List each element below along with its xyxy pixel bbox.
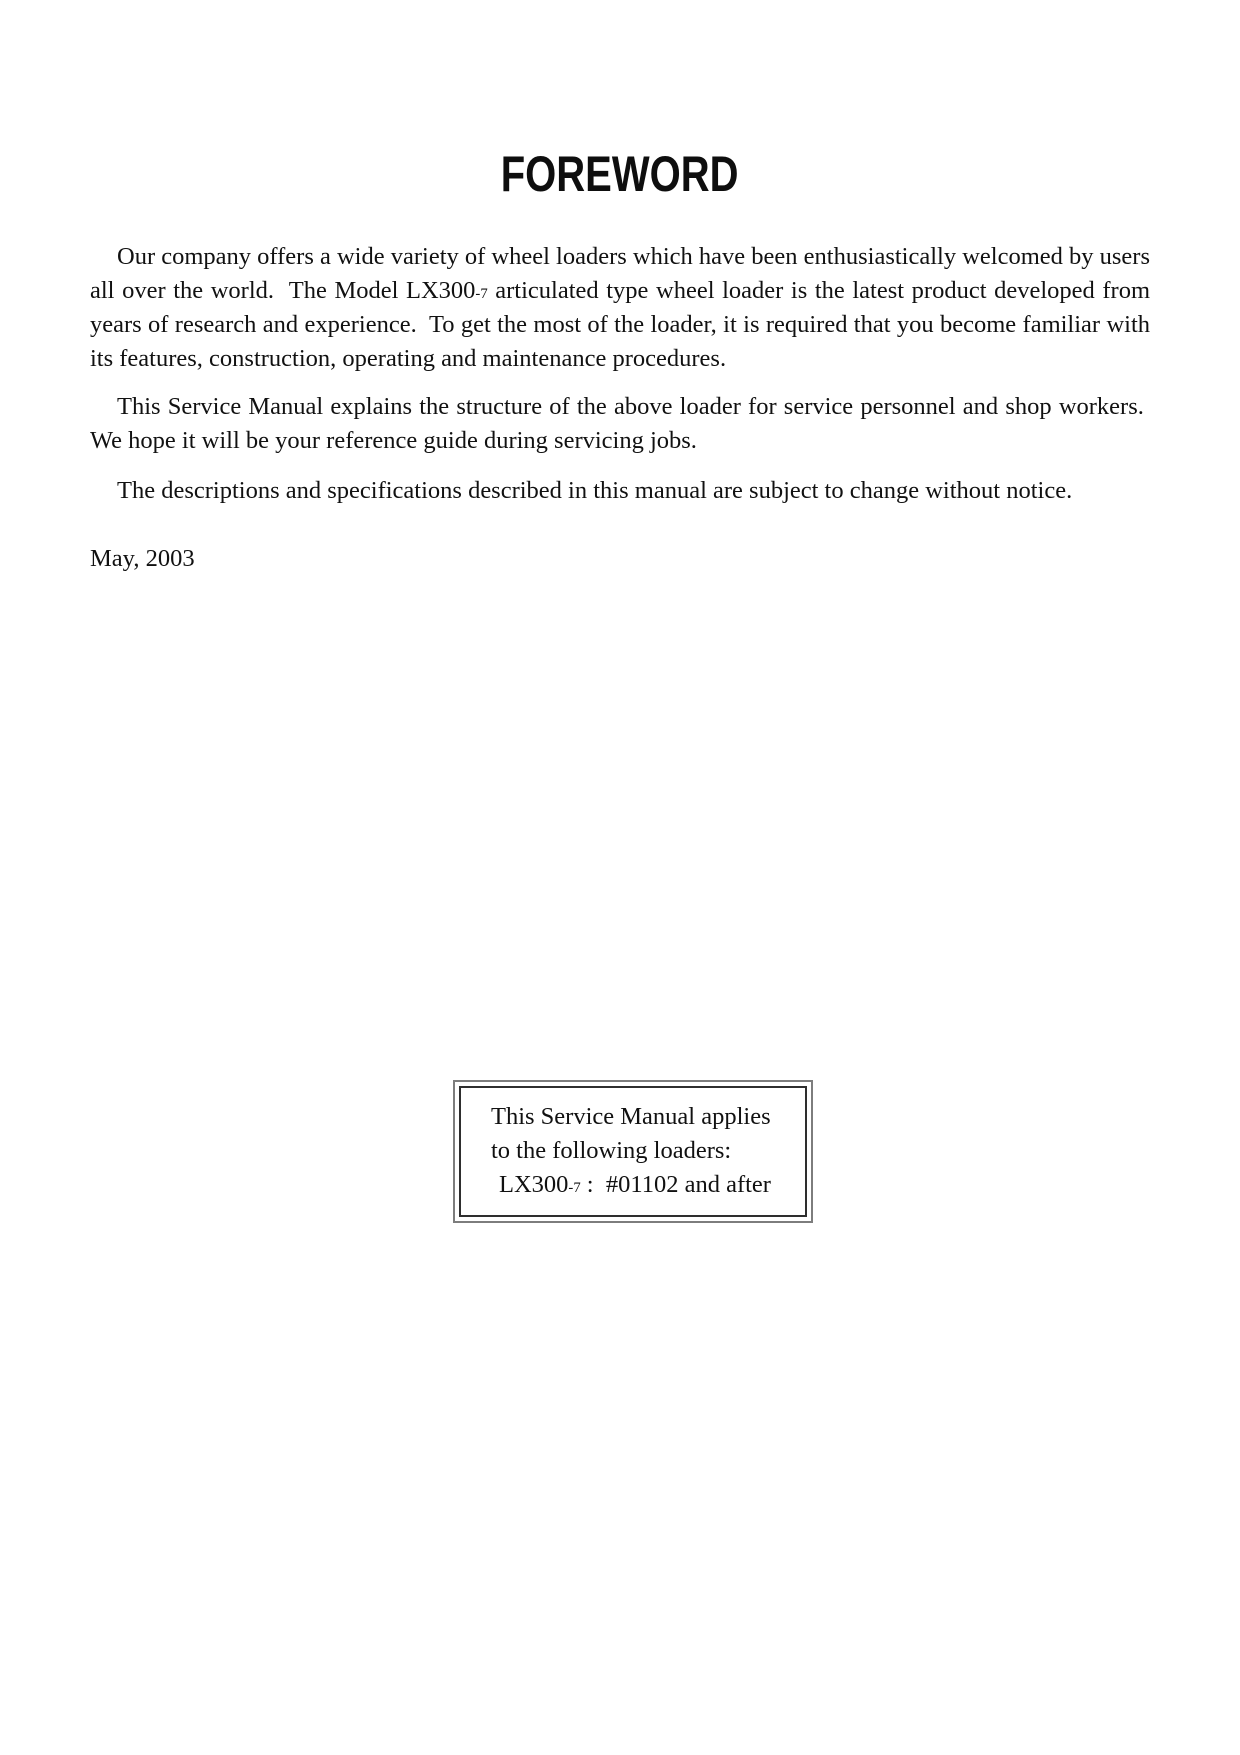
paragraph-service-manual: This Service Manual explains the structure of the above loader for service personnel and shop workers. We hope it will be your reference guide during servicing jobs.	[90, 393, 1150, 454]
paragraph-intro	[90, 240, 1150, 376]
applies-box-inner	[459, 1086, 807, 1217]
paragraph-change-notice: The descriptions and specifications described in this manual are subject to change without notice.	[117, 477, 1073, 504]
paragraph-intro-text-2: articulated type wheel loader is the latest product developed from years of research and experience. To get the most of the loader, it is required that you become familiar with its features, construction, operating and maintenance procedures.	[90, 277, 1150, 372]
model-number-subscript: -7	[475, 286, 488, 302]
applies-box-serial-range: : #01102 and after	[580, 1171, 771, 1198]
model-number-subscript: -7	[568, 1180, 581, 1196]
paragraph-intro-text-1: Our company offers a wide variety of wheel loaders which have been enthusiastically welcomed by users all over the world. The Model LX300	[90, 243, 1150, 304]
applies-box-model: LX300	[499, 1171, 569, 1198]
page-title-text: FOREWORD	[501, 146, 739, 202]
applies-box-line-1: This Service Manual applies	[491, 1103, 771, 1130]
applies-box	[453, 1080, 813, 1223]
foreword-body	[90, 240, 1150, 576]
page-title	[0, 146, 1240, 204]
applies-box-line-2: to the following loaders:	[491, 1137, 732, 1164]
applies-box-line-3	[491, 1168, 797, 1202]
date-line: May, 2003	[90, 545, 195, 572]
